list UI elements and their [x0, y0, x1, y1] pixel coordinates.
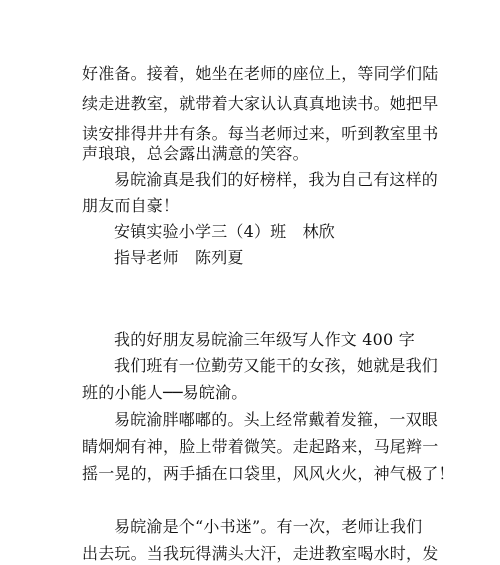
paragraph-line: 出去玩。当我玩得满头大汗，走进教室喝水时，发 — [82, 544, 439, 563]
paragraph-line: 睛炯炯有神，脸上带着微笑。走起路来，马尾辫一 — [82, 437, 439, 456]
essay-title: 我的好朋友易皖渝三年级写人作文 400 字 — [114, 330, 415, 349]
paragraph-line: 摇一晃的，两手插在口袋里，风风火火，神气极了！ — [82, 464, 455, 483]
paragraph-line: 声琅琅，总会露出满意的笑容。 — [82, 144, 309, 163]
teacher-line: 指导老师 陈列夏 — [114, 248, 244, 267]
paragraph-line: 续走进教室，就带着大家认认真真地读书。她把早 — [82, 94, 439, 113]
paragraph-line: 朋友而自豪！ — [82, 196, 180, 215]
paragraph-line: 易皖渝胖嘟嘟的。头上经常戴着发箍，一双眼 — [114, 410, 439, 429]
paragraph-line: 我们班有一位勤劳又能干的女孩，她就是我们 — [114, 356, 439, 375]
author-class-line: 安镇实验小学三（4）班 林欣 — [114, 222, 335, 241]
paragraph-line: 班的小能人──易皖渝。 — [82, 383, 248, 402]
paragraph-line: 易皖渝是个“小书迷”。有一次，老师让我们 — [114, 517, 423, 536]
paragraph-line: 易皖渝真是我们的好榜样，我为自己有这样的 — [114, 170, 439, 189]
paragraph-line: 好准备。接着，她坐在老师的座位上，等同学们陆 — [82, 64, 439, 83]
paragraph-line: 读安排得井井有条。每当老师过来，听到教室里书 — [82, 124, 439, 143]
